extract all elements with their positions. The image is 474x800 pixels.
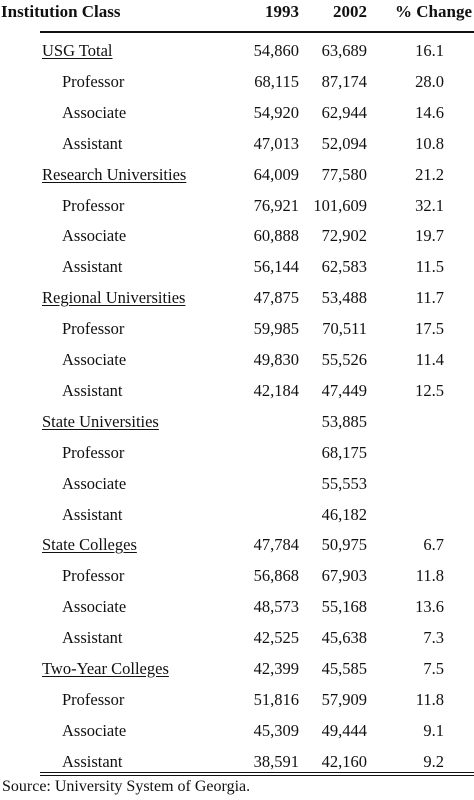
cell-2002: 52,094	[321, 133, 367, 153]
cell-1993: 64,009	[253, 164, 299, 184]
table-row	[0, 561, 474, 592]
cell-2002: 55,553	[321, 473, 367, 493]
cell-2002: 101,609	[313, 195, 367, 215]
cell-2002: 67,903	[321, 566, 367, 586]
row-label: Associate	[62, 473, 127, 493]
row-label: Assistant	[62, 751, 123, 771]
cell-1993: 47,875	[253, 288, 299, 308]
table-row	[0, 191, 474, 222]
table-row	[0, 252, 474, 283]
cell-1993: 42,525	[253, 628, 299, 648]
cell-1993: 76,921	[253, 195, 299, 215]
cell-2002: 68,175	[321, 442, 367, 462]
cell-percent-change: 21.2	[415, 164, 444, 184]
cell-2002: 55,526	[321, 350, 367, 369]
table-row	[0, 469, 474, 500]
table-row	[0, 67, 474, 98]
cell-percent-change: 16.1	[415, 41, 444, 60]
cell-2002: 50,975	[321, 535, 367, 555]
cell-2002: 53,885	[321, 411, 367, 431]
cell-percent-change: 19.7	[415, 226, 444, 246]
cell-1993: 42,184	[253, 380, 299, 400]
cell-1993: 38,591	[253, 751, 299, 771]
row-label: State Colleges	[42, 535, 137, 555]
cell-percent-change: 11.7	[415, 288, 444, 308]
table-group-row	[0, 283, 474, 314]
header-percent-change: % Change	[395, 2, 472, 21]
row-label: Professor	[62, 689, 125, 709]
cell-1993: 54,920	[253, 102, 299, 122]
cell-2002: 77,580	[321, 164, 367, 184]
table-row	[0, 314, 474, 345]
row-label: Associate	[62, 226, 127, 246]
row-label: Professor	[62, 319, 125, 339]
cell-2002: 45,638	[321, 628, 367, 648]
row-label: Associate	[62, 720, 127, 740]
table-row	[0, 685, 474, 716]
cell-percent-change: 6.7	[423, 535, 444, 555]
cell-1993: 59,985	[253, 319, 299, 339]
table-row	[0, 592, 474, 623]
cell-1993: 56,144	[253, 257, 299, 277]
table-row	[0, 747, 474, 778]
cell-percent-change: 9.2	[423, 751, 444, 771]
cell-1993: 56,868	[253, 566, 299, 586]
bottom-rule	[40, 772, 474, 773]
cell-2002: 49,444	[321, 720, 367, 740]
cell-1993: 49,830	[253, 350, 299, 369]
table-row	[0, 376, 474, 407]
cell-percent-change: 11.4	[415, 350, 444, 369]
header-institution-class: Institution Class	[1, 2, 121, 21]
table-group-row	[0, 160, 474, 191]
table-row	[0, 221, 474, 252]
cell-percent-change: 7.3	[423, 628, 444, 648]
cell-1993: 47,013	[253, 133, 299, 153]
cell-percent-change: 17.5	[415, 319, 444, 339]
row-label: Assistant	[62, 628, 123, 648]
table-group-row	[0, 530, 474, 561]
cell-1993: 60,888	[253, 226, 299, 246]
cell-2002: 45,585	[321, 659, 367, 678]
row-label: Associate	[62, 102, 127, 122]
row-label: Assistant	[62, 133, 123, 153]
cell-percent-change: 32.1	[415, 195, 444, 215]
table-row	[0, 129, 474, 160]
cell-percent-change: 11.8	[415, 566, 444, 586]
cell-percent-change: 7.5	[423, 659, 444, 678]
cell-percent-change: 28.0	[415, 71, 444, 91]
row-label: Two-Year Colleges	[42, 659, 169, 678]
cell-2002: 57,909	[321, 689, 367, 709]
cell-percent-change: 13.6	[415, 597, 444, 617]
row-label: Professor	[62, 195, 125, 215]
cell-2002: 72,902	[321, 226, 367, 246]
cell-2002: 42,160	[321, 751, 367, 771]
row-label: Associate	[62, 597, 127, 617]
row-label: Professor	[62, 442, 125, 462]
cell-percent-change: 10.8	[415, 133, 444, 153]
cell-2002: 46,182	[321, 504, 367, 524]
row-label: Assistant	[62, 380, 123, 400]
table-group-row	[0, 654, 474, 685]
row-label: Assistant	[62, 504, 123, 524]
cell-1993: 68,115	[254, 71, 299, 91]
header-1993: 1993	[265, 2, 299, 21]
cell-1993: 48,573	[253, 597, 299, 617]
cell-percent-change: 12.5	[415, 380, 444, 400]
row-label: Associate	[62, 350, 127, 369]
header-2002: 2002	[333, 2, 367, 21]
bottom-rule-double	[40, 775, 474, 776]
cell-1993: 42,399	[253, 659, 299, 678]
row-label: Professor	[62, 71, 125, 91]
table-group-row	[0, 36, 474, 67]
table-row	[0, 500, 474, 531]
cell-2002: 62,944	[321, 102, 367, 122]
row-label: State Universities	[42, 411, 159, 431]
cell-2002: 70,511	[322, 319, 367, 339]
table-row	[0, 98, 474, 129]
table-group-row	[0, 407, 474, 438]
row-label: Regional Universities	[42, 288, 186, 308]
row-label: Assistant	[62, 257, 123, 277]
table-header	[0, 0, 474, 30]
table-row	[0, 345, 474, 376]
cell-percent-change: 14.6	[415, 102, 444, 122]
cell-2002: 47,449	[321, 380, 367, 400]
table-row	[0, 716, 474, 747]
cell-1993: 54,860	[253, 41, 299, 60]
row-label: Research Universities	[42, 164, 187, 184]
row-label: USG Total	[42, 41, 113, 60]
cell-percent-change: 9.1	[423, 720, 444, 740]
cell-2002: 55,168	[321, 597, 367, 617]
header-rule	[40, 31, 474, 33]
cell-1993: 45,309	[253, 720, 299, 740]
source-note: Source: University System of Georgia.	[2, 778, 251, 795]
cell-percent-change: 11.8	[415, 689, 444, 709]
cell-2002: 62,583	[321, 257, 367, 277]
cell-2002: 53,488	[321, 288, 367, 308]
table-row	[0, 623, 474, 654]
table-row	[0, 438, 474, 469]
cell-1993: 47,784	[253, 535, 299, 555]
cell-1993: 51,816	[253, 689, 299, 709]
row-label: Professor	[62, 566, 125, 586]
cell-2002: 87,174	[321, 71, 367, 91]
cell-percent-change: 11.5	[415, 257, 444, 277]
cell-2002: 63,689	[321, 41, 367, 60]
